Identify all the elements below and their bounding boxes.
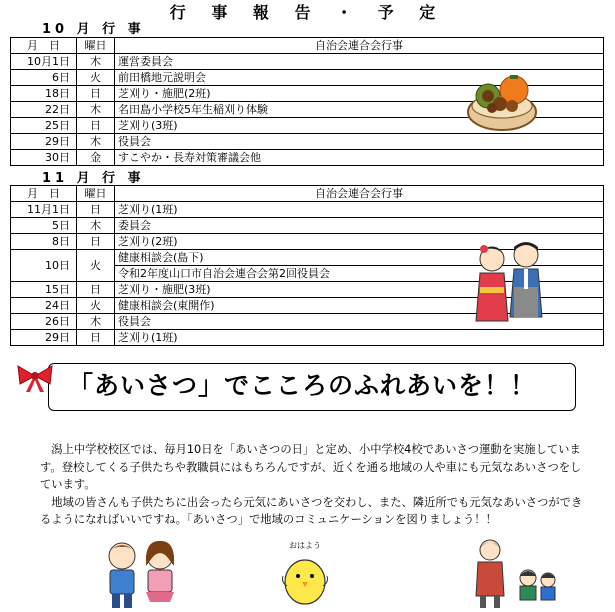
- row-weekday: 金: [77, 150, 115, 166]
- row-event: 芝刈り(2班): [115, 234, 604, 250]
- row-date: 18日: [11, 86, 77, 102]
- greeting-family-icon: [470, 536, 560, 608]
- row-date: 8日: [11, 234, 77, 250]
- school-kids-icon: [100, 538, 184, 610]
- row-date: 25日: [11, 118, 77, 134]
- row-event: 芝刈り(1班): [115, 330, 604, 346]
- row-event: 芝刈り・施肥(2班): [115, 86, 604, 102]
- row-date: 29日: [11, 330, 77, 346]
- row-date: 26日: [11, 314, 77, 330]
- row-event: 名田島小学校5年生稲刈り体験: [115, 102, 604, 118]
- row-weekday: 木: [77, 102, 115, 118]
- banner-slogan: 「あいさつ」でこころのふれあいを！！: [68, 371, 537, 400]
- page-title: 行 事 報 告 ・ 予 定: [169, 3, 446, 22]
- row-event: すこやか・長寿対策審議会他: [115, 150, 604, 166]
- row-weekday: 火: [77, 70, 115, 86]
- col-date-header: 月 日: [11, 38, 77, 54]
- november-heading: 11 月 行 事: [42, 171, 145, 186]
- row-event: 健康相談会(島下): [115, 250, 604, 266]
- row-event: 役員会: [115, 314, 604, 330]
- row-weekday: 火: [77, 298, 115, 314]
- row-weekday: 木: [77, 134, 115, 150]
- col-date-header: 月 日: [11, 186, 77, 202]
- table-row: [11, 150, 604, 166]
- row-event: 委員会: [115, 218, 604, 234]
- row-date: 11月1日: [11, 202, 77, 218]
- row-weekday: 日: [77, 330, 115, 346]
- row-weekday: 日: [77, 118, 115, 134]
- row-date: 22日: [11, 102, 77, 118]
- kimono-children-icon: [470, 237, 550, 327]
- col-event-header: 自治会連合会行事: [115, 186, 604, 202]
- col-dow-header: 曜日: [77, 38, 115, 54]
- row-event: 健康相談会(東開作): [115, 298, 604, 314]
- october-header-row: [11, 38, 604, 54]
- row-date: 30日: [11, 150, 77, 166]
- greeting-description: [40, 441, 588, 529]
- row-date: 6日: [11, 70, 77, 86]
- chick-icon: [275, 536, 335, 608]
- red-ribbon-icon: [14, 362, 56, 394]
- row-date: 5日: [11, 218, 77, 234]
- row-weekday: 木: [77, 54, 115, 70]
- col-event-header: 自治会連合会行事: [115, 38, 604, 54]
- row-date: 29日: [11, 134, 77, 150]
- row-weekday: 火: [77, 250, 115, 282]
- row-weekday: 木: [77, 218, 115, 234]
- row-event: 芝刈り(3班): [115, 118, 604, 134]
- table-row: [11, 218, 604, 234]
- chick-greeting-text: おはよう: [289, 541, 321, 550]
- table-row: [11, 202, 604, 218]
- row-event: 令和2年度山口市自治会連合会第2回役員会: [115, 266, 604, 282]
- row-event: 前田橋地元説明会: [115, 70, 604, 86]
- chestnut-persimmon-icon: [466, 60, 538, 138]
- row-date: 24日: [11, 298, 77, 314]
- row-event: 芝刈り・施肥(3班): [115, 282, 604, 298]
- row-event: 役員会: [115, 134, 604, 150]
- row-weekday: 日: [77, 282, 115, 298]
- row-event: 運営委員会: [115, 54, 604, 70]
- row-weekday: 日: [77, 86, 115, 102]
- row-date: 10日: [11, 250, 77, 282]
- november-header-row: [11, 186, 604, 202]
- paragraph-1: 潟上中学校校区では、毎月10日を「あいさつの日」と定め、小中学校4校であいさつ運動を実施しています。登校してくる子供たちや教職員にはもちろんですが、近くを通る地域の人や車にも元気なあいさつをしています。: [40, 443, 582, 491]
- row-weekday: 木: [77, 314, 115, 330]
- row-weekday: 日: [77, 234, 115, 250]
- row-date: 10月1日: [11, 54, 77, 70]
- col-dow-header: 曜日: [77, 186, 115, 202]
- paragraph-2: 地域の皆さんも子供たちに出会ったら元気にあいさつを交わし、また、隣近所でも元気なあいさつができるようになればいいですね。「あいさつ」で地域のコミュニケーションを図りましょう！！: [40, 495, 583, 526]
- row-date: 15日: [11, 282, 77, 298]
- table-row: [11, 330, 604, 346]
- october-heading: 10 月 行 事: [42, 22, 145, 37]
- row-weekday: 日: [77, 202, 115, 218]
- row-event: 芝刈り(1班): [115, 202, 604, 218]
